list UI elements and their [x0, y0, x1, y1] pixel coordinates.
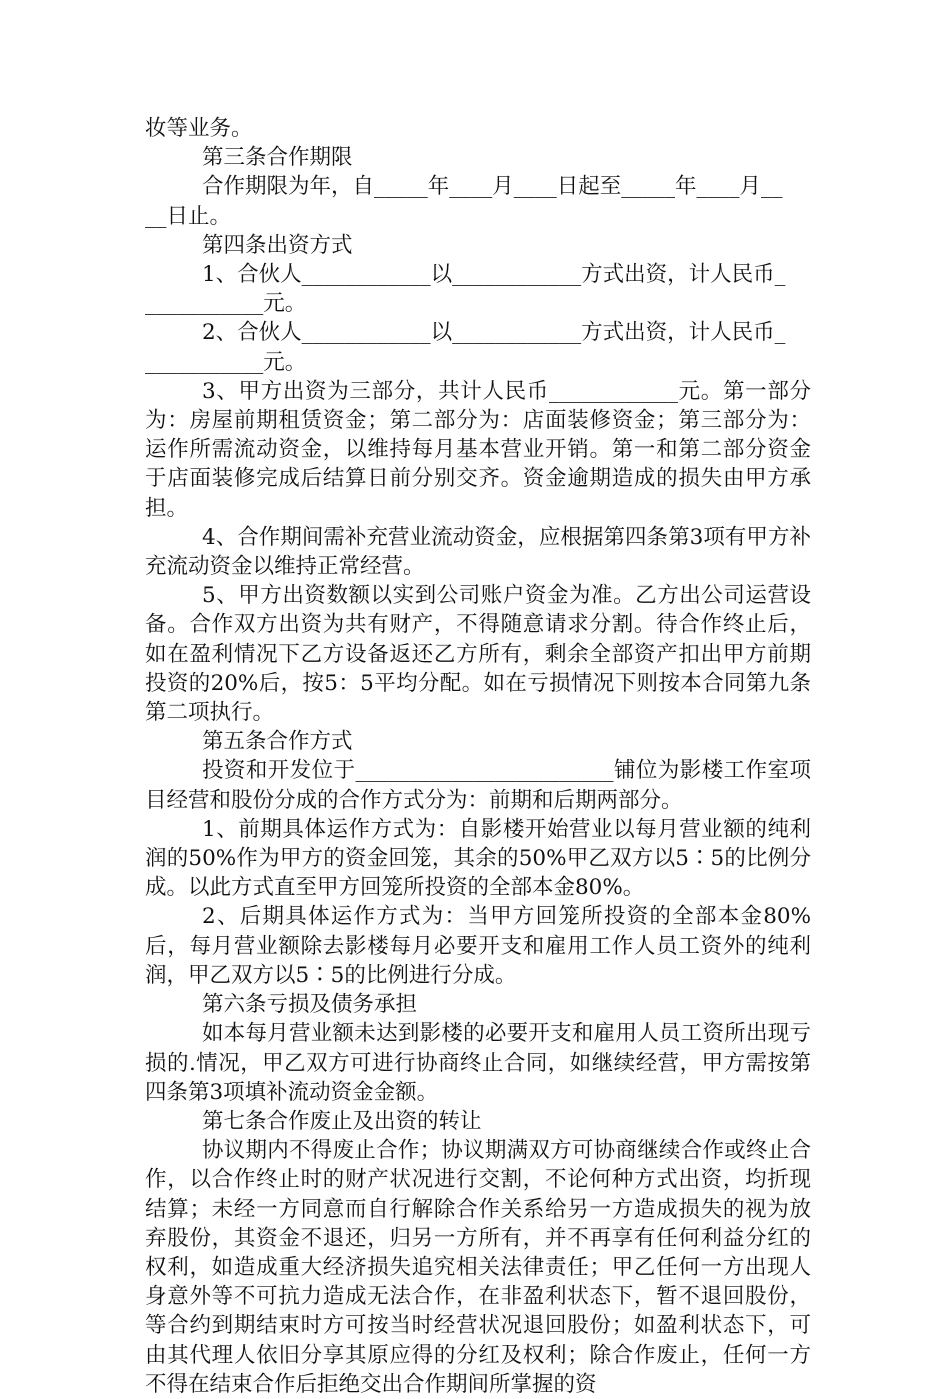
section-heading: 第七条合作废止及出资的转让 [202, 1108, 482, 1134]
document-body [145, 114, 811, 1399]
paragraph: ___________元。 [145, 291, 307, 317]
paragraph: ___________元。 [145, 349, 307, 375]
paragraph: 协议期内不得废止合作；协议期满双方可协商继续合作或终止合作，以合作终止时的财产状况进行交割，不论何种方式出资，均折现结算；未经一方同意而自行解除合作关系给另一方造成损失的视为放弃股份，其资金不退还，归另一方所有，并不再享有任何利益分红的权利，如造成重大经济损失追究相关法律责任；甲乙任何一方出现人身意外等不可抗力造成无法合作，在非盈利状态下，暂不退回股份，等合约到期结束时方可按当时经营状况退回股份；如盈利状态下，可由其代理人依旧分享其原应得的分红及权利；除合作废止，任何一方不得在结束合作后拒绝交出合作期间所掌握的资 [145, 1138, 811, 1397]
paragraph: __日止。 [145, 203, 232, 229]
paragraph: 1、合伙人____________以____________方式出资，计人民币_ [202, 262, 786, 288]
paragraph: 5、甲方出资数额以实到公司账户资金为准。乙方出公司运营设备。合作双方出资为共有财产，不得随意请求分割。待合作终止后，如在盈利情况下乙方设备返还乙方所有，剩余全部资产扣出甲方前期投资的20%后，按5：5平均分配。如在亏损情况下则按本合同第九条第二项执行。 [145, 583, 811, 726]
paragraph: 2、后期具体运作方式为：当甲方回笼所投资的全部本金80%后，每月营业额除去影楼每月必要开支和雇用工作人员工资外的纯利润，甲乙双方以5∶5的比例进行分成。 [145, 904, 811, 988]
paragraph: 3、甲方出资为三部分，共计人民币____________元。第一部分为：房屋前期租赁资金；第二部分为：店面装修资金；第三部分为：运作所需流动资金，以维持每月基本营业开销。第一和第二部分资金于店面装修完成后结算日前分别交齐。资金逾期造成的损失由甲方承担。 [145, 378, 811, 521]
paragraph: 妆等业务。 [145, 116, 253, 141]
paragraph: 投资和开发位于________________________铺位为影楼工作室项目经营和股份分成的合作方式分为：前期和后期两部分。 [145, 758, 811, 813]
section-heading: 第三条合作期限 [202, 145, 353, 171]
section-heading: 第五条合作方式 [202, 729, 353, 755]
paragraph: 合作期限为年，自_____年____月____日起至_____年____月__ [202, 174, 783, 200]
paragraph: 2、合伙人____________以____________方式出资，计人民币_ [202, 320, 786, 346]
section-heading: 第六条亏损及债务承担 [202, 992, 418, 1018]
section-heading: 第四条出资方式 [202, 232, 353, 258]
paragraph: 如本每月营业额未达到影楼的必要开支和雇用人员工资所出现亏损的.情况，甲乙双方可进行协商终止合同，如继续经营，甲方需按第四条第3项填补流动资金金额。 [145, 1021, 811, 1105]
paragraph: 1、前期具体运作方式为：自影楼开始营业以每月营业额的纯利润的50%作为甲方的资金回笼，其余的50%甲乙双方以5∶5的比例分成。以此方式直至甲方回笼所投资的全部本金80%。 [145, 816, 811, 901]
paragraph: 4、合作期间需补充营业流动资金，应根据第四条第3项有甲方补充流动资金以维持正常经营。 [145, 524, 811, 580]
